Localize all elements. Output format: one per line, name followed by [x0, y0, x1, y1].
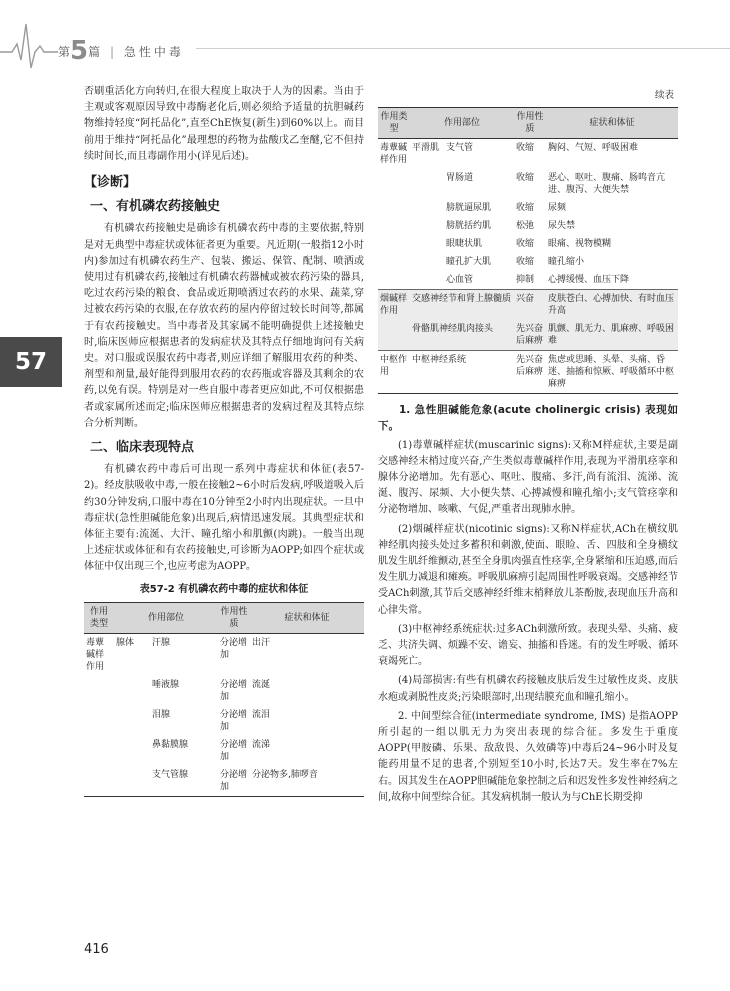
table-row: 眼睫状肌 收缩 眼痛、视物模糊 — [446, 239, 612, 250]
table-row: 烟碱样作用 交感神经节和肾上腺髓质 兴奋 皮肤苍白、心搏加快、有时血压升高 — [378, 290, 678, 321]
page-number: 416 — [84, 942, 109, 957]
th-site: 作用部位 — [114, 602, 218, 633]
th-symptoms: 症状和体征 — [250, 602, 364, 633]
left-column — [84, 84, 364, 797]
right-column — [378, 88, 678, 809]
table-row: 中枢作用 中枢神经系统 先兴奋后麻痹 焦虑或思睡、头晕、头痛、昏迷、抽搐和惊厥、呼吸循环中枢麻痹 — [378, 351, 678, 394]
table-row: 膀胱逼尿肌 收缩 尿频 — [446, 203, 567, 214]
paragraph-cns: (3)中枢神经系统症状:过多ACh刺激所致。表现头晕、头痛、疲乏、共济失调、烦躁不安、谵妄、抽搐和昏迷。有的发生呼吸、循环衰竭死亡。 — [378, 623, 678, 668]
part-number: 5 — [70, 36, 89, 66]
chapter-tab: 57 — [0, 337, 62, 387]
table-row: 心血管 抑制 心搏缓慢、血压下降 — [446, 275, 630, 286]
ekg-line-icon — [0, 22, 58, 72]
section-heading-exposure: 一、有机磷农药接触史 — [90, 199, 221, 215]
table-row: 骨骼肌神经肌肉接头 先兴奋后麻痹 肌颤、肌无力、肌麻痹、呼吸困难 — [378, 320, 678, 351]
th-symptoms: 症状和体征 — [546, 108, 678, 139]
table-row: 胃肠道 收缩 恶心、呕吐、腹痛、肠鸣音亢进、腹泻、大便失禁 — [446, 173, 666, 196]
section-heading-clinical: 二、临床表现特点 — [90, 440, 195, 456]
table-row: 毒蕈碱样作用 平滑肌 支气管 收缩 胸闷、气短、呼吸困难 — [380, 143, 639, 166]
intro-paragraph: 否刷重活化方向转归,在很大程度上取决于人为的因素。当由于主观或客观原因导致中毒酶老化后,则必须给予适量的抗胆碱药物维持轻度“阿托品化”,直至ChE恢复(新生)到60%以上。而目前用于维持“阿托品化”最理想的药物为盐酸戊乙奎醚,它不但持续时间长,而且毒副作用小(详见后述)。 — [84, 86, 364, 162]
table-row: 泪腺 分泌增加 流泪 — [152, 709, 271, 732]
symptoms-table-part1 — [84, 602, 364, 797]
running-header: 第5篇 | 急性中毒 — [58, 36, 184, 66]
part-title: 急性中毒 — [123, 45, 184, 59]
table-row: 毒蕈碱样作用 腺体 汗腺 分泌增加 出汗 — [86, 637, 271, 672]
diagnosis-heading: 【诊断】 — [84, 175, 137, 191]
th-type: 作用类型 — [84, 602, 114, 633]
th-nature: 作用性质 — [218, 602, 250, 633]
table-row: 瞳孔扩大肌 收缩 瞳孔缩小 — [446, 257, 585, 268]
table-caption: 表57-2 有机磷农药中毒的症状和体征 — [139, 583, 309, 595]
table-row: 膀胱括约肌 松弛 尿失禁 — [446, 221, 576, 232]
paragraph-muscarinic: (1)毒蕈碱样症状(muscarinic signs):又称M样症状,主要是副交感神经末梢过度兴奋,产生类似毒蕈碱样作用,表现为平滑肌痉挛和腺体分泌增加。先有恶心、呕吐、腹痛、多汗,尚有流泪、流涕、流涎、腹泻、尿频、大小便失禁、心搏减慢和瞳孔缩小;支气管痉挛和分泌物增加、咳嗽、气促,严重者出现肺水肿。 — [378, 439, 678, 516]
paragraph-clinical: 有机磷农药中毒后可出现一系列中毒症状和体征(表57-2)。经皮肤吸收中毒,一般在接触2~6小时后发病,呼吸道吸入后约30分钟发病,口服中毒在10分钟至2小时内出现症状。一旦中毒症状(急性胆碱能危象)出现后,病情迅速发展。其典型症状和体征主要有:流涎、大汗、瞳孔缩小和肌颤(肉跳)。一般当出现上述症状或体征和有农药接触史,可诊断为AOPP;如四个症状或体征中仅出现三个,也应考虑为AOPP。 — [84, 464, 364, 573]
heading-cholinergic-crisis: 1. 急性胆碱能危象(acute cholinergic crisis) 表现如下。 — [378, 404, 678, 433]
table-row: 唾液腺 分泌增加 流涎 — [152, 679, 271, 702]
paragraph-nicotinic: (2)烟碱样症状(nicotinic signs):又称N样症状,ACh在横纹肌神经肌肉接头处过多蓄积和刺激,使面、眼睑、舌、四肢和全身横纹肌发生肌纤维颤动,甚至全身肌肉强直性痉挛,全身紧缩和压迫感,而后发生肌力减退和瘫痪。呼吸肌麻痹引起周围性呼吸衰竭。交感神经节受ACh刺激,其节后交感神经纤维末梢释放儿茶酚胺,表现血压升高和心律失常。 — [378, 523, 678, 616]
th-site: 作用部位 — [410, 108, 514, 139]
th-type: 作用类型 — [378, 108, 410, 139]
paragraph-exposure: 有机磷农药接触史是确诊有机磷农药中毒的主要依据,特别是对无典型中毒症状或体征者更为重要。凡近期(一般指12小时内)参加过有机磷农药生产、包装、搬运、保管、配制、喷洒或使用过有机磷农药,接触过有机磷农药器械或被农药污染的器具,吃过农药污染的粮食、食品或近期喷洒过农药的水果、蔬菜,穿过被农药污染的衣服,在存放农药的屋内停留过较长时间等,都属于有农药接触史。当中毒者及其家属不能明确提供上述接触史时,临床医师应根据患者的发病症状及其特点仔细地询问有关病史。对口服或误服农药中毒者,则应详细了解服用农药的种类、剂型和剂量,最好能得到服用农药的农药瓶或容器及其剩余的农药,以免有误。特别是对一些自服中毒者更应如此,不可仅根据患者或家属所述而定;临床医师应根据患者的发病过程及其特点综合分析判断。 — [84, 223, 364, 429]
table-row: 支气管腺 分泌增加 分泌物多,肺啰音 — [84, 766, 364, 797]
header-rule — [196, 48, 730, 49]
symptoms-table-part2 — [378, 107, 678, 394]
th-nature: 作用性质 — [514, 108, 546, 139]
paragraph-local: (4)局部损害:有些有机磷农药接触皮肤后发生过敏性皮炎、皮肤水疱或剥脱性皮炎;污染眼部时,出现结膜充血和瞳孔缩小。 — [378, 675, 678, 703]
table-continued-label: 续表 — [654, 90, 674, 101]
table-row: 鼻黏膜腺 分泌增加 流涕 — [152, 739, 271, 762]
heading-intermediate-syndrome: 2. 中间型综合征(intermediate syndrome, IMS) 是指AOPP所引起的一组以肌无力为突出表现的综合征。多发生于重度AOPP(甲胺磷、乐果、敌敌畏、久效磷等)中毒后24~96小时及复能药用量不足的患者,个别短至10小时,长达7天。发生率在7%左右。因其发生在AOPP胆碱能危象控制之后和迟发性多发性神经病之间,故称中间型综合征。其发病机制一般认为与ChE长期受抑 — [378, 710, 678, 803]
